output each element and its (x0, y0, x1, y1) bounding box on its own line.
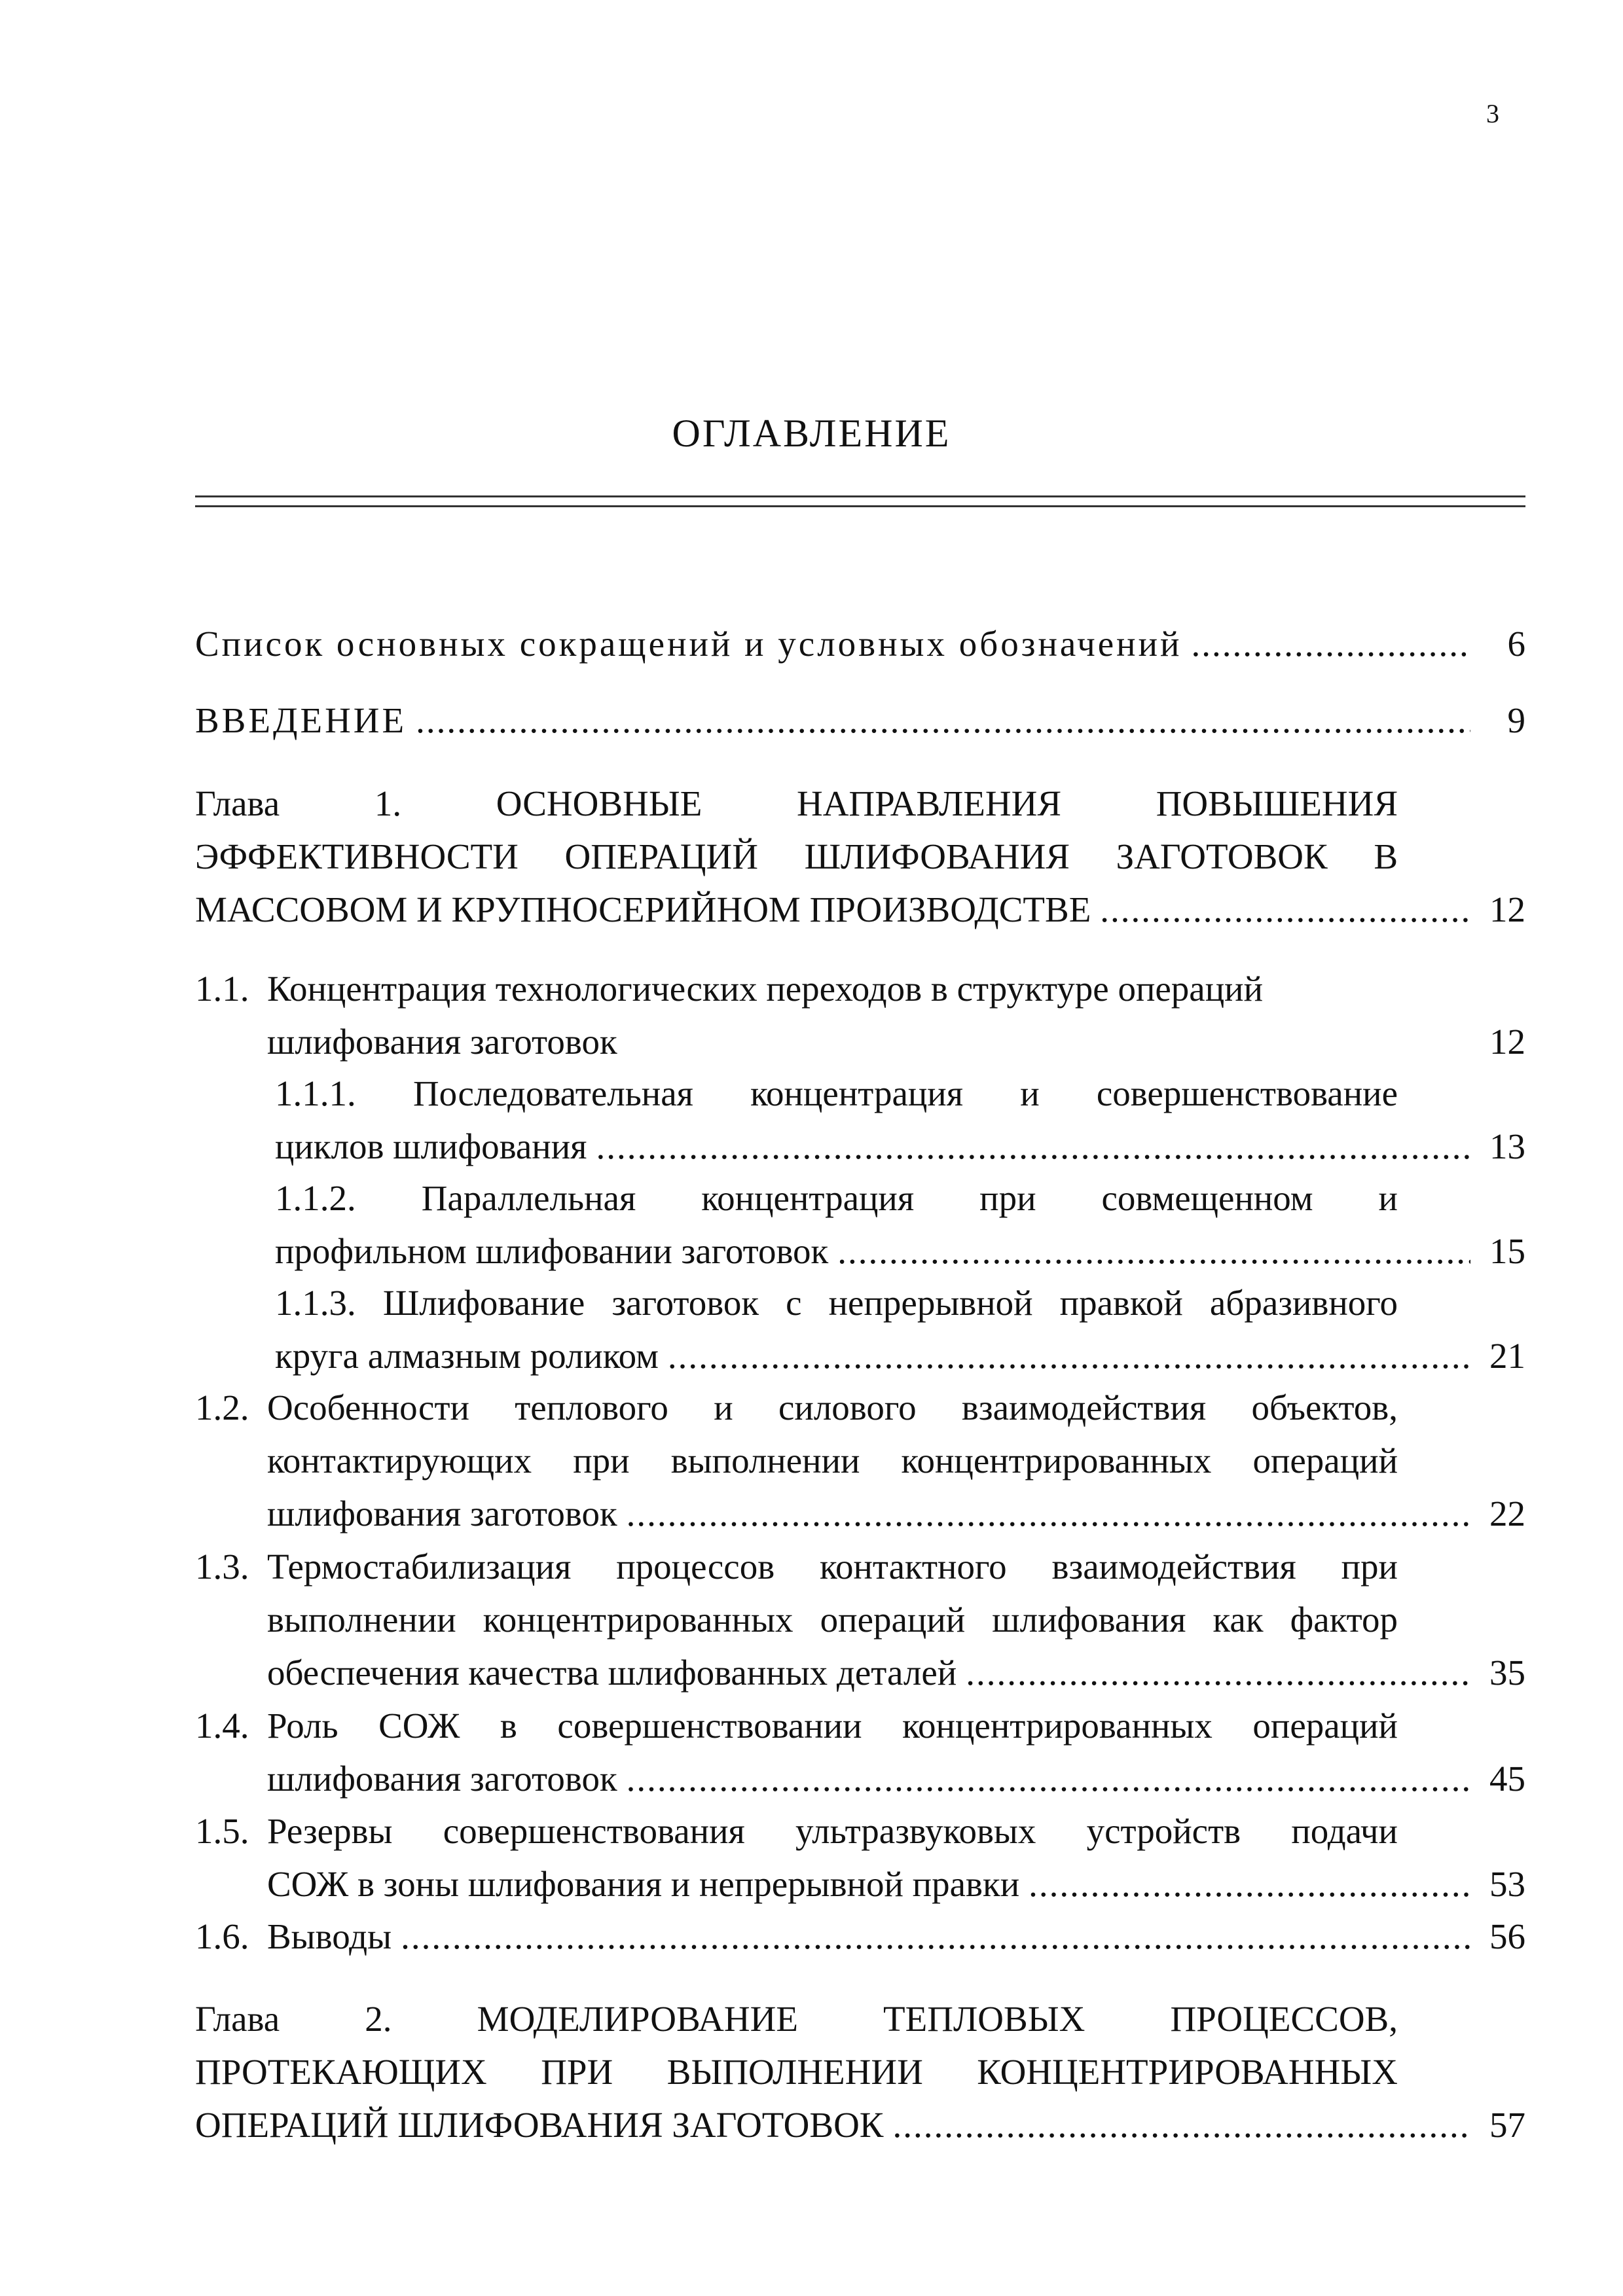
title-rule-bottom (195, 505, 1525, 507)
toc-entry-text: ВВЕДЕНИЕ (195, 700, 407, 740)
toc-entry-text: шлифования заготовок (267, 1759, 617, 1799)
toc-page-number: 13 (1489, 1126, 1525, 1166)
section-number: 1.4. (195, 1706, 249, 1746)
toc-entry-line: 1.1.1. Последовательная концентрация и совершенствование (275, 1073, 1398, 1113)
toc-entry-section-1-4[interactable] (195, 1699, 1525, 1805)
toc-entry-line: Резервы совершенствования ультразвуковых устройств подачи (267, 1811, 1398, 1851)
toc-page-number: 15 (1489, 1231, 1525, 1271)
toc-entry-line: 1.1.3. Шлифование заготовок с непрерывной правкой абразивного (275, 1283, 1398, 1323)
leader-dots (1192, 617, 1471, 670)
toc-entry-line: Глава 2. МОДЕЛИРОВАНИЕ ТЕПЛОВЫХ ПРОЦЕССОВ, (195, 1999, 1398, 2039)
section-number: 1.5. (195, 1811, 249, 1851)
toc-page-number: 56 (1489, 1916, 1525, 1956)
toc-entry-section-1-2[interactable] (195, 1381, 1525, 1540)
section-number: 1.1. (195, 969, 249, 1009)
leader-dots (416, 694, 1470, 747)
section-number: 1.3. (195, 1547, 249, 1587)
toc-page-number: 9 (1507, 700, 1525, 740)
toc-entry-line: Глава 1. ОСНОВНЫЕ НАПРАВЛЕНИЯ ПОВЫШЕНИЯ (195, 783, 1398, 823)
page-title: ОГЛАВЛЕНИЕ (672, 412, 951, 455)
page-number: 3 (1486, 99, 1499, 128)
toc-page-number: 22 (1489, 1494, 1525, 1534)
toc-entry-text: циклов шлифования (275, 1126, 587, 1166)
toc-entry-text: шлифования заготовок (267, 1494, 617, 1534)
toc-entry-line: Концентрация технологических переходов в структуре операций (267, 969, 1264, 1009)
leader-dots (966, 1646, 1470, 1699)
toc-entry-line: ЭФФЕКТИВНОСТИ ОПЕРАЦИЙ ШЛИФОВАНИЯ ЗАГОТОВОК В (195, 836, 1398, 876)
toc-entry-text: СОЖ в зоны шлифования и непрерывной правки (267, 1864, 1020, 1904)
toc-entry-line: выполнении концентрированных операций шлифования как фактор (267, 1600, 1398, 1640)
toc-page-number: 53 (1489, 1864, 1525, 1904)
toc-entry-line: Роль СОЖ в совершенствовании концентрированных операций (267, 1706, 1398, 1746)
leader-dots (1100, 883, 1470, 936)
toc-entry-text: Список основных сокращений и условных обозначений (195, 624, 1182, 664)
toc-page-number: 45 (1489, 1759, 1525, 1799)
toc-page-number: 12 (1489, 1022, 1525, 1062)
leader-dots (627, 1487, 1470, 1540)
leader-dots (892, 2098, 1470, 2151)
toc-entry-text: круга алмазным роликом (275, 1336, 659, 1376)
title-rule-top (195, 495, 1525, 497)
section-number: 1.6. (195, 1916, 249, 1956)
toc-page-number: 12 (1489, 889, 1525, 929)
toc-entry-section-1-1-3[interactable] (275, 1276, 1525, 1382)
leader-dots (668, 1329, 1470, 1382)
toc-entry-section-1-1-2[interactable] (275, 1172, 1525, 1278)
toc-entry-line: 1.1.2. Параллельная концентрация при совмещенном и (275, 1178, 1398, 1218)
toc-entry-text: профильном шлифовании заготовок (275, 1231, 829, 1271)
toc-entry-text: обеспечения качества шлифованных деталей (267, 1653, 957, 1693)
toc-entry-line: ПРОТЕКАЮЩИХ ПРИ ВЫПОЛНЕНИИ КОНЦЕНТРИРОВАННЫХ (195, 2052, 1398, 2092)
toc-entry-section-1-5[interactable] (195, 1804, 1525, 1910)
section-number: 1.2. (195, 1388, 249, 1427)
toc-entry-text: шлифования заготовок (267, 1022, 617, 1062)
toc-page-number: 21 (1489, 1336, 1525, 1376)
toc-entry-text: МАССОВОМ И КРУПНОСЕРИЙНОМ ПРОИЗВОДСТВЕ (195, 889, 1091, 929)
toc-entry-chapter-2[interactable] (195, 1992, 1525, 2151)
leader-dots (837, 1225, 1470, 1278)
toc-page-number: 6 (1507, 624, 1525, 664)
toc-entry-section-1-6[interactable] (195, 1910, 1525, 1963)
toc-entry-line: Термостабилизация процессов контактного взаимодействия при (267, 1547, 1398, 1587)
leader-dots (401, 1910, 1470, 1963)
leader-dots (596, 1120, 1470, 1173)
toc-entry-line: Особенности теплового и силового взаимодействия объектов, (267, 1388, 1398, 1427)
toc-entry-section-1-1-1[interactable] (275, 1067, 1525, 1173)
toc-entry-text: ОПЕРАЦИЙ ШЛИФОВАНИЯ ЗАГОТОВОК (195, 2105, 884, 2145)
toc-entry-section-1-3[interactable] (195, 1540, 1525, 1699)
toc-entry-text: Выводы (267, 1916, 392, 1956)
toc-page-number: 35 (1489, 1653, 1525, 1693)
toc-entry-abbreviations[interactable] (195, 617, 1525, 670)
toc-entry-introduction[interactable] (195, 694, 1525, 747)
toc-entry-section-1-1[interactable] (195, 962, 1525, 1068)
leader-dots (627, 1752, 1470, 1805)
toc-entry-line: контактирующих при выполнении концентрированных операций (267, 1441, 1398, 1480)
toc-entry-chapter-1[interactable] (195, 777, 1525, 936)
leader-dots (1029, 1857, 1470, 1910)
toc-page-number: 57 (1489, 2105, 1525, 2145)
